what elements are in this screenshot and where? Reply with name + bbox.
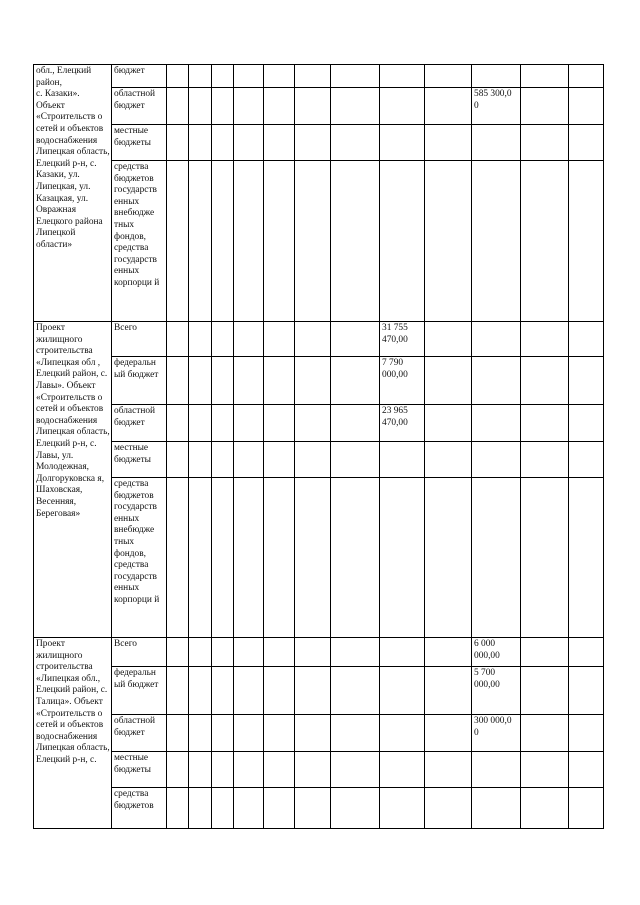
value-cell [264, 125, 295, 161]
value-cell [167, 357, 189, 405]
value-cell [264, 405, 295, 442]
value-cell [167, 322, 189, 357]
table-row [34, 752, 604, 788]
value-cell [167, 65, 189, 88]
value-cell [521, 638, 569, 667]
value-cell [295, 357, 331, 405]
value-cell [295, 322, 331, 357]
budget-table [33, 64, 604, 829]
value-cell [569, 65, 604, 88]
value-cell [380, 161, 425, 322]
value-cell [472, 357, 521, 405]
value-cell [295, 125, 331, 161]
value-cell [212, 357, 234, 405]
value-cell [569, 405, 604, 442]
value-cell [425, 752, 472, 788]
funding-source-label: областной бюджет [114, 89, 156, 111]
value-cell [264, 788, 295, 829]
table-row [34, 125, 604, 161]
value-cell [295, 65, 331, 88]
value-cell [331, 638, 380, 667]
value-cell [569, 161, 604, 322]
table-row [34, 667, 604, 715]
value-cell [521, 65, 569, 88]
value-cell [380, 715, 425, 752]
funding-source-cell [112, 638, 167, 667]
table-row [34, 442, 604, 478]
value-cell [212, 752, 234, 788]
table-row [34, 715, 604, 752]
value-cell [189, 715, 212, 752]
value-cell [425, 478, 472, 638]
funding-source-cell [112, 442, 167, 478]
funding-source-cell [112, 405, 167, 442]
value-cell [380, 442, 425, 478]
value-cell [189, 788, 212, 829]
value-cell [331, 788, 380, 829]
value-cell [167, 638, 189, 667]
value-cell [212, 442, 234, 478]
value-cell [167, 405, 189, 442]
table-row [34, 322, 604, 357]
value-cell [189, 752, 212, 788]
value-cell [425, 125, 472, 161]
amount-value: 300 000,0 0 [474, 716, 512, 738]
funding-source-label: средства бюджетов государств енных внебюдже тных фондов, средства государств енных корпорци й [114, 479, 160, 605]
value-cell [331, 752, 380, 788]
value-cell [167, 125, 189, 161]
table-row [34, 638, 604, 667]
value-cell [569, 715, 604, 752]
value-cell [331, 405, 380, 442]
value-cell [569, 478, 604, 638]
value-cell [521, 715, 569, 752]
value-cell [425, 161, 472, 322]
value-cell [189, 88, 212, 125]
value-cell [425, 322, 472, 357]
value-cell [264, 752, 295, 788]
funding-source-label: областной бюджет [114, 406, 156, 428]
table-row [34, 161, 604, 322]
value-cell [472, 322, 521, 357]
value-cell [167, 161, 189, 322]
project-description-cell [34, 65, 112, 322]
value-cell [569, 638, 604, 667]
value-cell [234, 478, 264, 638]
value-cell [295, 405, 331, 442]
value-cell [189, 405, 212, 442]
funding-source-cell [112, 357, 167, 405]
value-cell [331, 125, 380, 161]
funding-source-label: федеральн ый бюджет [114, 668, 159, 690]
value-cell [234, 88, 264, 125]
project-description: Проект жилищного строительства «Липецкая обл , Елецкий район, с. Лавы». Объект «Строительств о сетей и объектов водоснабжения Липецкая область, Елецкий р-н, с. Лавы, ул. Молодежная, Долгоруковска я, Шаховская, Весенняя, Береговая» [36, 323, 110, 519]
value-cell [521, 125, 569, 161]
value-cell [380, 667, 425, 715]
funding-source-label: местные бюджеты [114, 753, 151, 775]
value-cell [380, 788, 425, 829]
value-cell [380, 638, 425, 667]
value-cell [212, 405, 234, 442]
value-cell [295, 752, 331, 788]
value-cell [264, 357, 295, 405]
table-row [34, 405, 604, 442]
value-cell [569, 125, 604, 161]
value-cell [189, 65, 212, 88]
value-cell [234, 752, 264, 788]
value-cell [380, 322, 425, 357]
value-cell [521, 667, 569, 715]
value-cell [167, 715, 189, 752]
value-cell [569, 357, 604, 405]
value-cell [295, 88, 331, 125]
value-cell [380, 65, 425, 88]
value-cell [212, 161, 234, 322]
amount-value: 31 755 470,00 [382, 323, 408, 345]
funding-source-cell [112, 752, 167, 788]
value-cell [331, 161, 380, 322]
value-cell [264, 478, 295, 638]
value-cell [331, 442, 380, 478]
value-cell [472, 161, 521, 322]
value-cell [295, 478, 331, 638]
value-cell [167, 88, 189, 125]
value-cell [472, 65, 521, 88]
value-cell [380, 88, 425, 125]
value-cell [521, 478, 569, 638]
table-row [34, 478, 604, 638]
value-cell [212, 88, 234, 125]
value-cell [234, 405, 264, 442]
value-cell [189, 478, 212, 638]
value-cell [212, 667, 234, 715]
funding-source-cell [112, 478, 167, 638]
value-cell [264, 161, 295, 322]
value-cell [212, 638, 234, 667]
value-cell [569, 752, 604, 788]
value-cell [472, 405, 521, 442]
funding-source-label: средства бюджетов государств енных внебюдже тных фондов, средства государств енных корпорци й [114, 162, 160, 288]
value-cell [425, 405, 472, 442]
value-cell [425, 788, 472, 829]
value-cell [212, 715, 234, 752]
value-cell [189, 161, 212, 322]
funding-source-label: федеральн ый бюджет [114, 358, 159, 380]
value-cell [521, 161, 569, 322]
value-cell [167, 442, 189, 478]
table-row [34, 788, 604, 829]
value-cell [167, 667, 189, 715]
value-cell [331, 667, 380, 715]
value-cell [472, 125, 521, 161]
funding-source-cell [112, 788, 167, 829]
value-cell [234, 715, 264, 752]
value-cell [189, 667, 212, 715]
funding-source-cell [112, 88, 167, 125]
value-cell [234, 667, 264, 715]
value-cell [521, 788, 569, 829]
funding-source-label: Всего [114, 639, 137, 649]
amount-value: 23 965 470,00 [382, 406, 408, 428]
value-cell [234, 442, 264, 478]
funding-source-cell [112, 65, 167, 88]
value-cell [472, 442, 521, 478]
value-cell [234, 322, 264, 357]
value-cell [212, 788, 234, 829]
value-cell [212, 125, 234, 161]
value-cell [521, 322, 569, 357]
value-cell [212, 322, 234, 357]
value-cell [472, 478, 521, 638]
value-cell [264, 65, 295, 88]
value-cell [380, 478, 425, 638]
funding-source-label: местные бюджеты [114, 443, 151, 465]
value-cell [569, 442, 604, 478]
value-cell [569, 788, 604, 829]
value-cell [295, 161, 331, 322]
value-cell [212, 65, 234, 88]
value-cell [212, 478, 234, 638]
value-cell [295, 788, 331, 829]
value-cell [425, 88, 472, 125]
value-cell [569, 322, 604, 357]
value-cell [264, 638, 295, 667]
value-cell [380, 752, 425, 788]
table-row [34, 88, 604, 125]
value-cell [331, 715, 380, 752]
value-cell [472, 752, 521, 788]
value-cell [295, 638, 331, 667]
value-cell [521, 357, 569, 405]
funding-source-cell [112, 322, 167, 357]
value-cell [425, 357, 472, 405]
value-cell [189, 125, 212, 161]
value-cell [189, 442, 212, 478]
table-row [34, 65, 604, 88]
value-cell [331, 478, 380, 638]
funding-source-cell [112, 125, 167, 161]
value-cell [264, 667, 295, 715]
value-cell [425, 638, 472, 667]
amount-value: 6 000 000,00 [474, 639, 500, 661]
value-cell [521, 442, 569, 478]
amount-value: 7 790 000,00 [382, 358, 408, 380]
amount-value: 5 700 000,00 [474, 668, 500, 690]
value-cell [472, 715, 521, 752]
table-row [34, 357, 604, 405]
value-cell [472, 788, 521, 829]
value-cell [189, 638, 212, 667]
value-cell [425, 65, 472, 88]
value-cell [425, 715, 472, 752]
funding-source-label: местные бюджеты [114, 126, 151, 148]
value-cell [331, 65, 380, 88]
value-cell [295, 667, 331, 715]
value-cell [425, 442, 472, 478]
value-cell [331, 88, 380, 125]
value-cell [380, 405, 425, 442]
value-cell [189, 357, 212, 405]
value-cell [380, 357, 425, 405]
value-cell [295, 715, 331, 752]
value-cell [264, 322, 295, 357]
value-cell [569, 88, 604, 125]
value-cell [521, 405, 569, 442]
project-description: Проект жилищного строительства «Липецкая обл., Елецкий район, с. Талица». Объект «Строительств о сетей и объектов водоснабжения Липецкая область, Елецкий р-н, с. [36, 639, 110, 765]
funding-source-cell [112, 667, 167, 715]
project-description-cell [34, 322, 112, 638]
value-cell [331, 357, 380, 405]
funding-source-label: Всего [114, 323, 137, 333]
value-cell [234, 65, 264, 88]
value-cell [264, 88, 295, 125]
funding-source-label: бюджет [114, 66, 145, 76]
value-cell [264, 715, 295, 752]
value-cell [167, 478, 189, 638]
funding-source-cell [112, 715, 167, 752]
value-cell [472, 88, 521, 125]
value-cell [472, 667, 521, 715]
funding-source-label: областной бюджет [114, 716, 156, 738]
value-cell [234, 788, 264, 829]
value-cell [234, 638, 264, 667]
value-cell [425, 667, 472, 715]
project-description: обл., Елецкий район, с. Казаки». Объект «Строительств о сетей и объектов водоснабжения Липецкая область, Елецкий р-н, с. Казаки, ул. Липецкая, ул. Казацкая, ул. Овражная Елецкого района Липецкой области» [36, 66, 110, 250]
value-cell [521, 88, 569, 125]
value-cell [189, 322, 212, 357]
value-cell [521, 752, 569, 788]
project-description-cell [34, 638, 112, 829]
value-cell [167, 752, 189, 788]
funding-source-label: средства бюджетов [114, 789, 154, 811]
value-cell [264, 442, 295, 478]
value-cell [167, 788, 189, 829]
amount-value: 585 300,0 0 [474, 89, 512, 111]
value-cell [472, 638, 521, 667]
value-cell [331, 322, 380, 357]
value-cell [234, 357, 264, 405]
value-cell [380, 125, 425, 161]
value-cell [234, 125, 264, 161]
value-cell [569, 667, 604, 715]
value-cell [234, 161, 264, 322]
funding-source-cell [112, 161, 167, 322]
value-cell [295, 442, 331, 478]
